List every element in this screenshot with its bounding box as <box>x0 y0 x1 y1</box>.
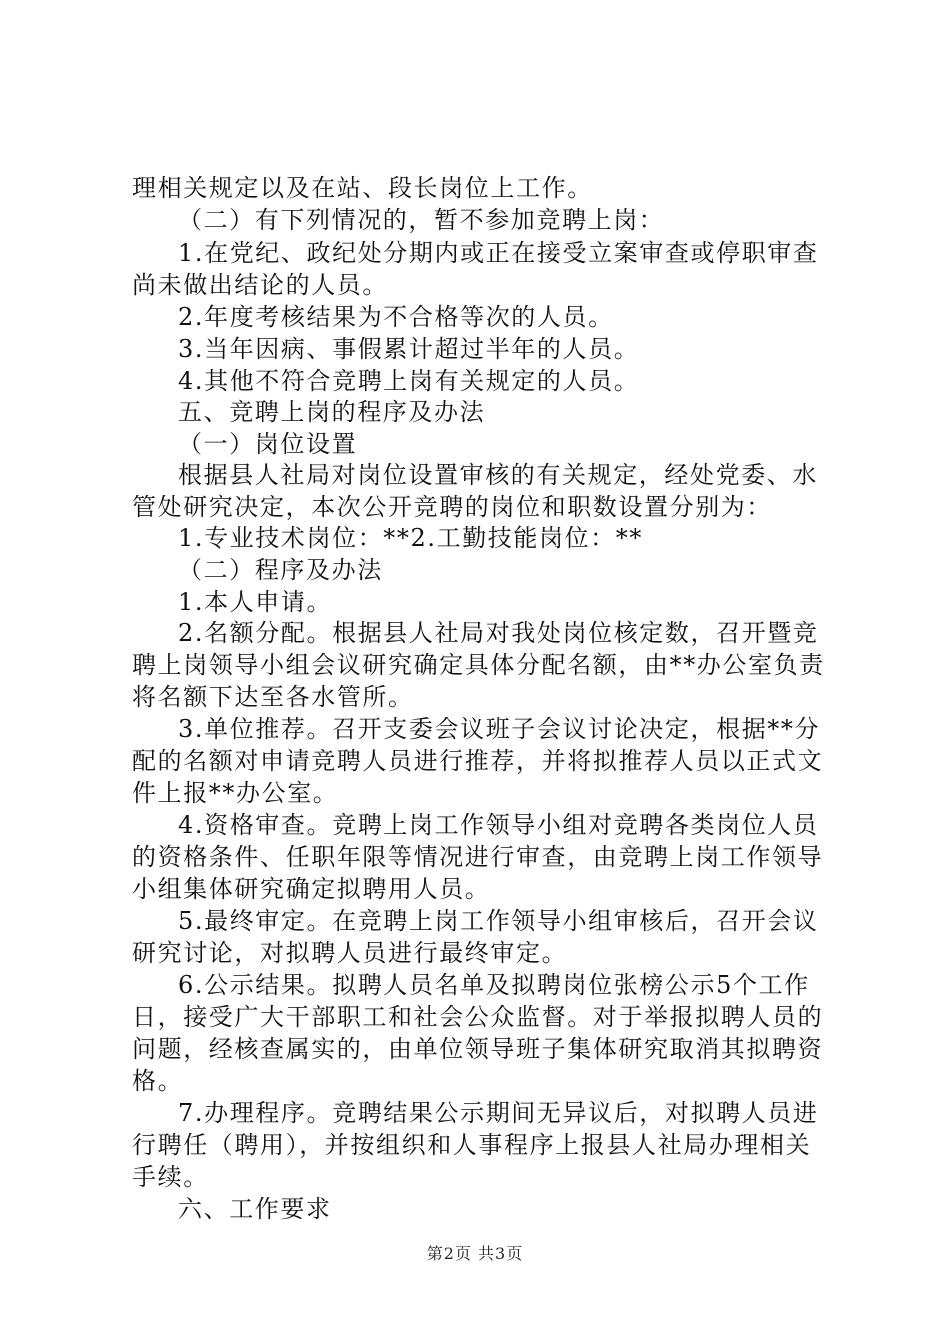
text-line: 6.公示结果。拟聘人员名单及拟聘岗位张榜公示5个工作 <box>178 971 810 999</box>
text-line: 4.资格审查。竞聘上岗工作领导小组对竞聘各类岗位人员 <box>178 811 819 839</box>
text-line: 3.单位推荐。召开支委会议班子会议讨论决定，根据**分 <box>178 715 821 743</box>
text-line: 日，接受广大干部职工和社会公众监督。对于举报拟聘人员的 <box>132 1003 824 1031</box>
text-line: 小组集体研究确定拟聘用人员。 <box>132 875 491 903</box>
text-line: 3.当年因病、事假累计超过半年的人员。 <box>178 335 640 363</box>
text-line: 行聘任（聘用），并按组织和人事程序上报县人社局办理相关 <box>132 1131 812 1159</box>
text-line: 1.专业技术岗位：**2.工勤技能岗位：** <box>178 524 643 552</box>
text-line: 管处研究决定，本次公开竞聘的岗位和职数设置分别为： <box>132 493 772 521</box>
text-line: 4.其他不符合竞聘上岗有关规定的人员。 <box>178 367 640 395</box>
text-line: 聘上岗领导小组会议研究确定具体分配名额，由**办公室负责 <box>132 651 825 679</box>
text-line: 1.本人申请。 <box>178 588 333 616</box>
text-line: 将名额下达至各水管所。 <box>132 683 414 711</box>
text-line: 研究讨论，对拟聘人员进行最终审定。 <box>132 939 568 967</box>
text-line: 1.在党纪、政纪处分期内或正在接受立案审查或停职审查 <box>178 239 819 267</box>
text-line: 格。 <box>132 1067 184 1095</box>
text-line: 问题，经核查属实的，由单位领导班子集体研究取消其拟聘资 <box>132 1035 824 1063</box>
text-line: 理相关规定以及在站、段长岗位上工作。 <box>132 174 593 202</box>
section-heading: 五、竞聘上岗的程序及办法 <box>178 398 486 426</box>
text-line: 根据县人社局对岗位设置审核的有关规定，经处党委、水 <box>178 461 818 489</box>
text-line: 7.办理程序。竞聘结果公示期间无异议后，对拟聘人员进 <box>178 1099 819 1127</box>
text-line: 尚未做出结论的人员。 <box>132 271 388 299</box>
text-line: 5.最终审定。在竞聘上岗工作领导小组审核后，召开会议 <box>178 907 819 935</box>
text-line: 2.年度考核结果为不合格等次的人员。 <box>178 303 614 331</box>
text-line: （二）有下列情况的，暂不参加竞聘上岗： <box>178 206 665 234</box>
text-line: 手续。 <box>132 1163 209 1191</box>
text-line: 的资格条件、任职年限等情况进行审查，由竞聘上岗工作领导 <box>132 843 824 871</box>
text-line: 配的名额对申请竞聘人员进行推荐，并将拟推荐人员以正式文 <box>132 747 824 775</box>
subsection-heading: （二）程序及办法 <box>178 556 383 584</box>
section-heading: 六、工作要求 <box>178 1195 332 1223</box>
text-line: 件上报**办公室。 <box>132 779 339 807</box>
subsection-heading: （一）岗位设置 <box>178 430 358 458</box>
page-footer: 第2页 共3页 <box>426 1244 524 1263</box>
text-line: 2.名额分配。根据县人社局对我处岗位核定数，召开暨竞 <box>178 619 819 647</box>
